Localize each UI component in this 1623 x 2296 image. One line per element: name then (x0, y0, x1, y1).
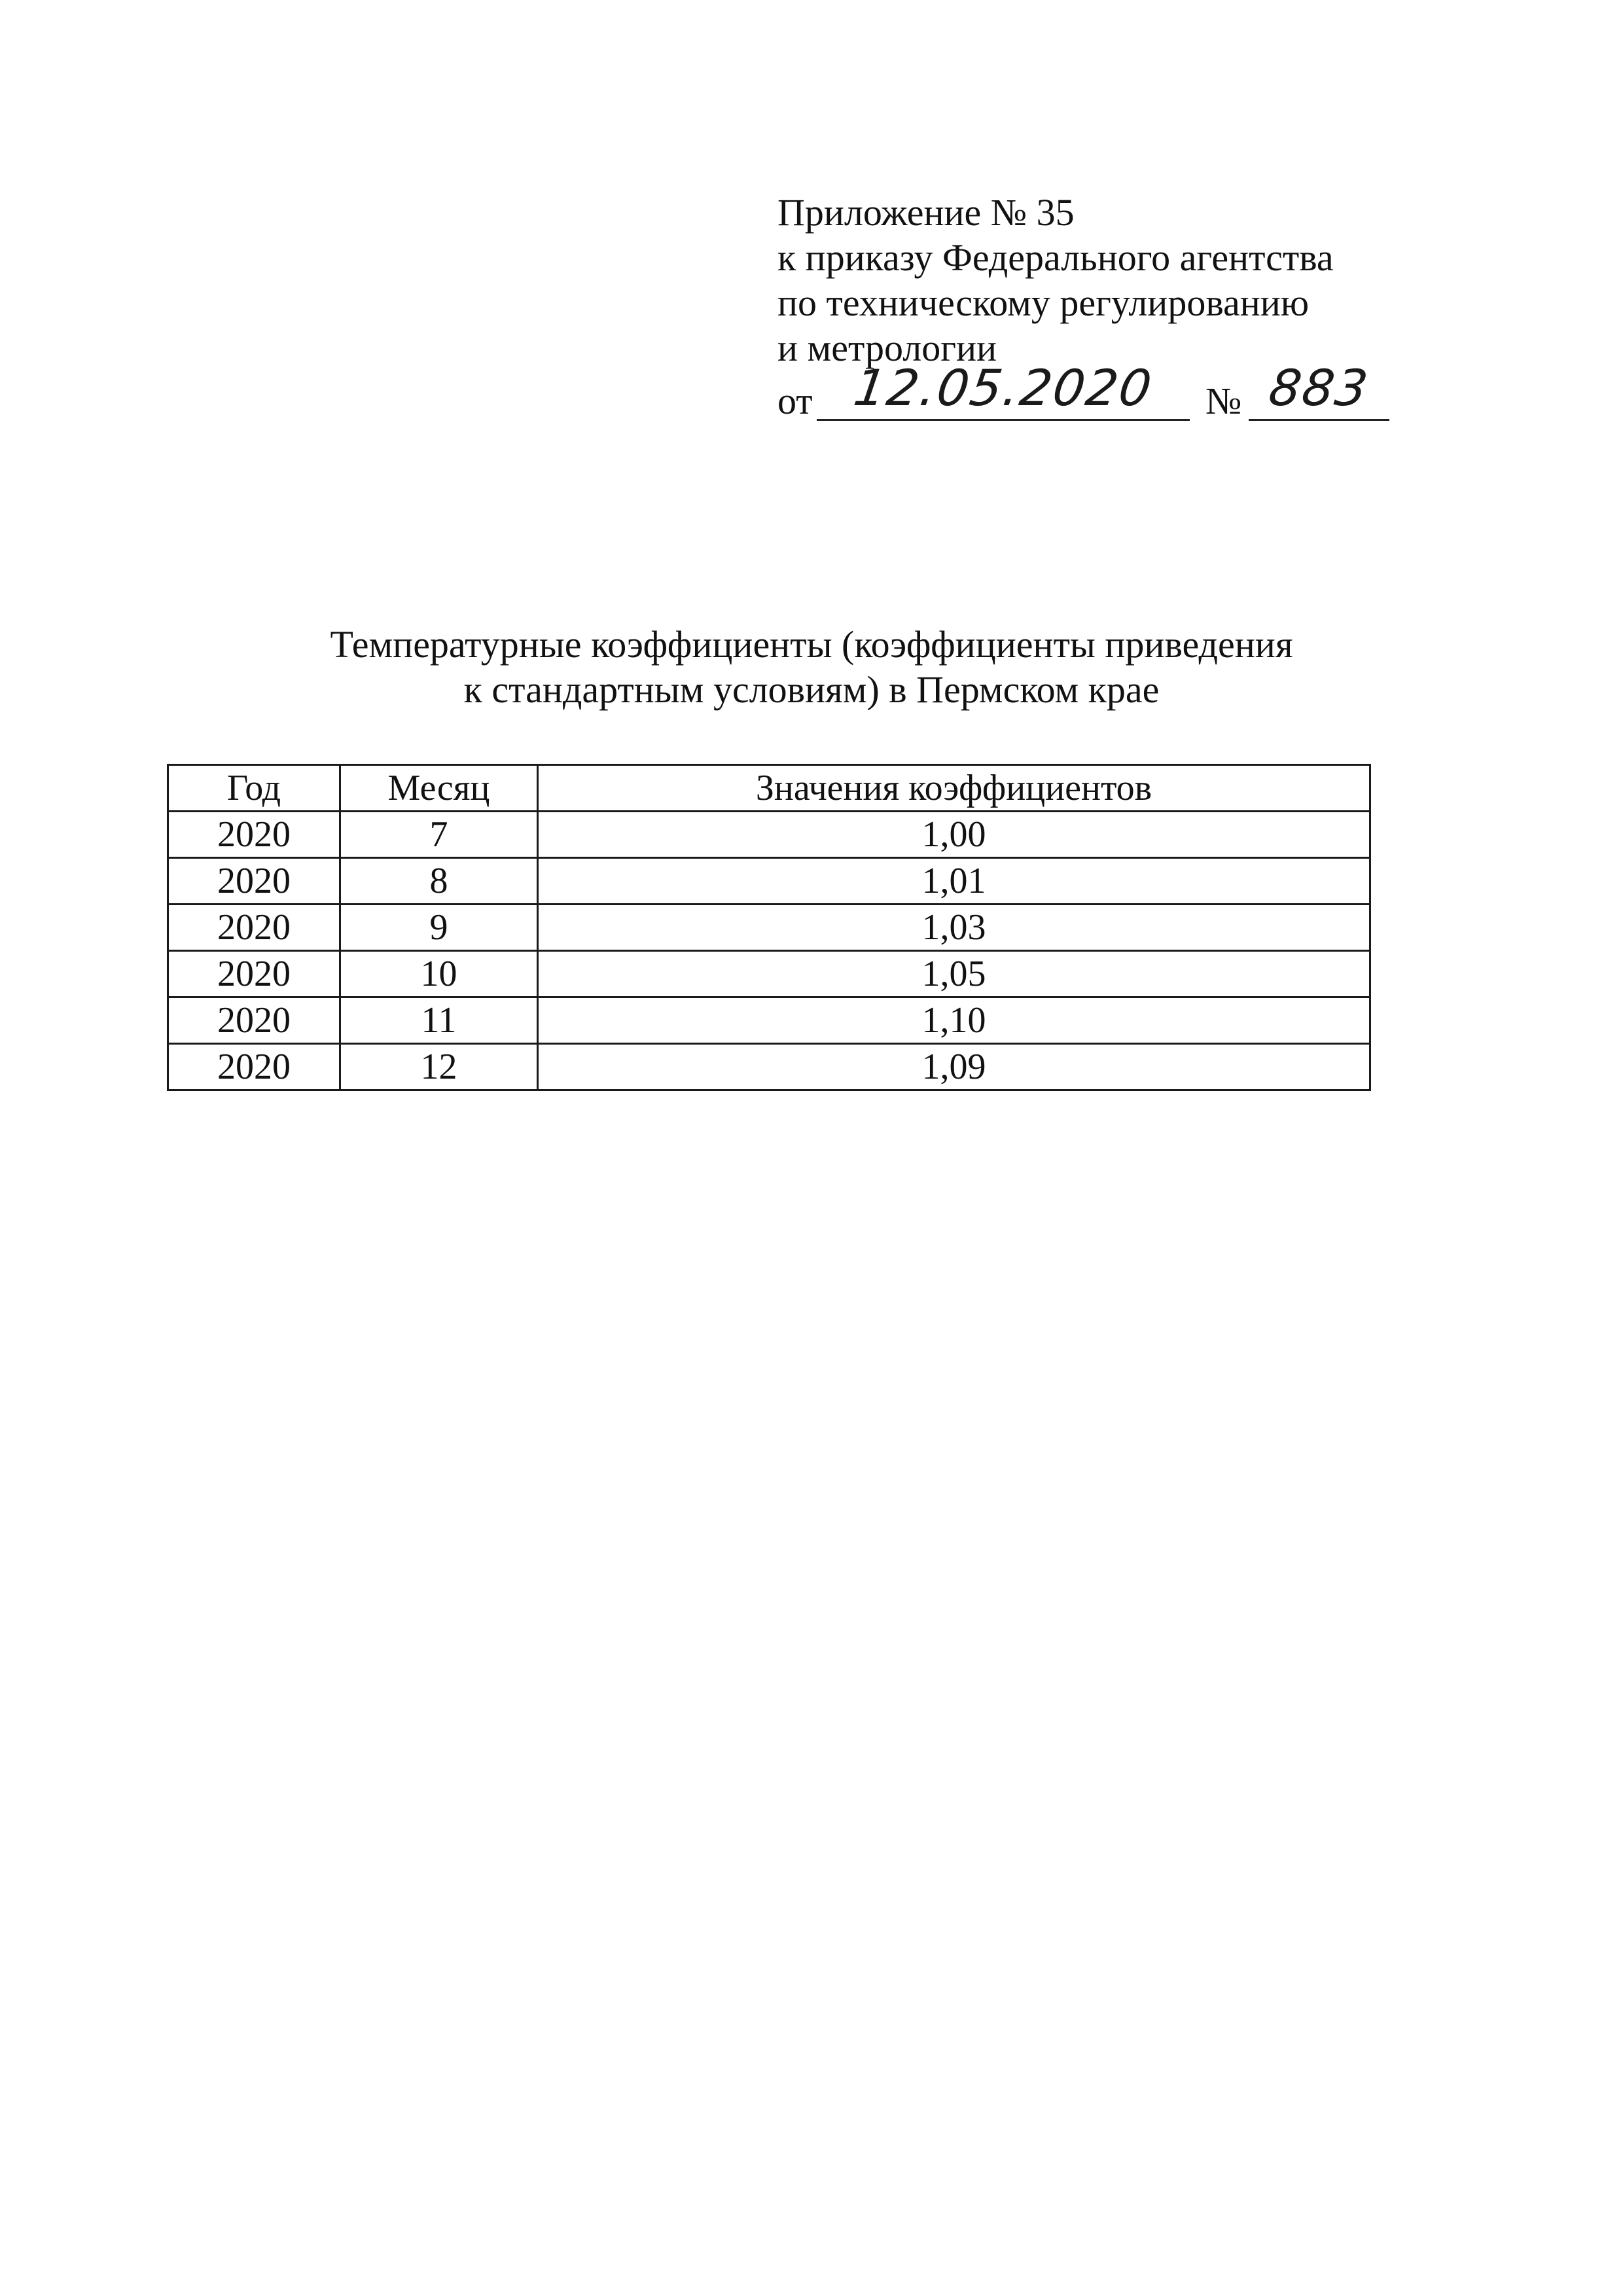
table-header-row (168, 765, 1370, 812)
cell-month: 12 (340, 1044, 538, 1090)
cell-month: 11 (340, 997, 538, 1044)
appendix-header (777, 190, 1432, 424)
header-month: Месяц (340, 765, 538, 812)
document-title (157, 622, 1466, 712)
cell-year: 2020 (168, 858, 340, 905)
header-value: Значения коэффициентов (538, 765, 1370, 812)
cell-year: 2020 (168, 812, 340, 858)
title-line-1: Температурные коэффициенты (коэффициенты приведения (330, 623, 1293, 666)
title-line-2: к стандартным условиям) в Пермском крае (463, 668, 1160, 711)
cell-year: 2020 (168, 951, 340, 997)
table-row (168, 1044, 1370, 1090)
cell-year: 2020 (168, 1044, 340, 1090)
cell-month: 10 (340, 951, 538, 997)
date-prefix: от (777, 380, 813, 422)
order-number-field (1249, 359, 1389, 421)
cell-year: 2020 (168, 997, 340, 1044)
header-year: Год (168, 765, 340, 812)
appendix-number: Приложение № 35 (777, 191, 1075, 234)
cell-month: 9 (340, 905, 538, 951)
cell-month: 8 (340, 858, 538, 905)
order-date-number-line (777, 359, 1432, 424)
cell-value: 1,09 (538, 1044, 1370, 1090)
order-number-handwritten: 883 (1265, 359, 1373, 417)
appendix-order-ref: к приказу Федерального агентства (777, 236, 1334, 279)
order-date-handwritten: 12.05.2020 (850, 359, 1156, 417)
appendix-agency-line-2: и метрологии (777, 327, 997, 369)
cell-year: 2020 (168, 905, 340, 951)
cell-value: 1,00 (538, 812, 1370, 858)
table-row (168, 858, 1370, 905)
table-row (168, 905, 1370, 951)
appendix-agency-line: по техническому регулированию (777, 281, 1310, 324)
table-row (168, 997, 1370, 1044)
coefficients-table (167, 764, 1371, 1091)
number-prefix: № (1205, 380, 1242, 422)
order-date-field (817, 359, 1190, 421)
cell-value: 1,05 (538, 951, 1370, 997)
table-row (168, 812, 1370, 858)
cell-value: 1,10 (538, 997, 1370, 1044)
table-row (168, 951, 1370, 997)
cell-month: 7 (340, 812, 538, 858)
cell-value: 1,01 (538, 858, 1370, 905)
cell-value: 1,03 (538, 905, 1370, 951)
